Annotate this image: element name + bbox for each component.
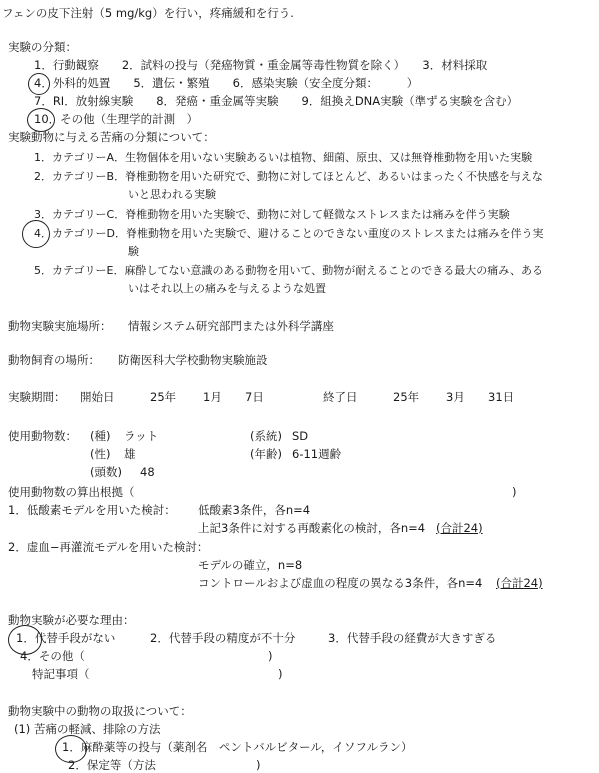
- animals-age-label: (年齢): [250, 447, 282, 461]
- reason-note-close: ): [278, 667, 283, 681]
- housing-value: 防衛医科大学校動物実験施設: [118, 353, 268, 367]
- period-start-day: 7日: [245, 390, 264, 404]
- animals-age: 6-11週齢: [292, 447, 342, 461]
- top-line: フェンの皮下注射（5 mg/kg）を行い，疼痛緩和を行う.: [2, 6, 294, 20]
- period-start-month: 1月: [203, 390, 222, 404]
- basis-item-2-a: モデルの確立，n=8: [198, 558, 303, 572]
- pain-category-e-cont: いはそれ以上の痛みを与えるような処置: [128, 282, 326, 295]
- basis-heading: 使用動物数の算出根拠（: [8, 485, 135, 499]
- classification-row-3: 7．RI．放射線実験 8．発癌・重金属等実験 9．組換えDNA実験（準ずる実験を含む）: [34, 94, 519, 108]
- reason-note: 特記事項（: [32, 667, 90, 681]
- basis-close: ): [512, 485, 517, 499]
- classification-heading: 実験の分類：: [8, 40, 77, 54]
- reason-option-3: 3．代替手段の経費が大きすぎる: [328, 631, 497, 645]
- handling-heading: 動物実験中の動物の取扱について：: [8, 704, 192, 718]
- period-end-day: 31日: [488, 390, 515, 404]
- animals-strain: SD: [292, 429, 309, 443]
- pain-category-d: 4．カテゴリーD．脊椎動物を用いた実験で、避けることのできない重度のストレスまたは痛みを伴う実: [34, 227, 544, 240]
- period-label: 実験期間：: [8, 390, 66, 404]
- basis-item-1-b: 上記3条件に対する再酸素化の検討，各n=4: [198, 521, 426, 535]
- handling-sub-1: (1) 苦痛の軽減、排除の方法: [14, 722, 161, 736]
- handling-option-2: 2．保定等（方法: [68, 758, 156, 772]
- reason-option-1: 1．代替手段がない: [16, 631, 116, 645]
- basis-item-1-a: 低酸素3条件，各n=4: [198, 503, 311, 517]
- animals-sex: 雄: [124, 447, 136, 461]
- pain-category-a: 1．カテゴリーA．生物個体を用いない実験あるいは植物、細菌、原虫、又は無脊椎動物を用いた実験: [34, 151, 533, 164]
- handling-option-2-close: ): [256, 758, 261, 772]
- classification-row-1: 1．行動観察 2．試料の投与（発癌物質・重金属等毒性物質を除く） 3．材料採取: [34, 58, 488, 72]
- housing-label: 動物飼育の場所：: [8, 353, 100, 367]
- pain-heading: 実験動物に与える苦痛の分類について：: [8, 130, 215, 144]
- animals-sex-label: (性): [90, 447, 111, 461]
- period-end-label: 終了日: [323, 390, 358, 404]
- animals-strain-label: (系統): [250, 429, 282, 443]
- basis-item-2-total: (合計24): [496, 576, 543, 590]
- place-label: 動物実験実施場所：: [8, 319, 112, 333]
- place-value: 情報システム研究部門または外科学講座: [128, 319, 334, 333]
- selected-circle-category-d: [22, 220, 50, 248]
- period-start-label: 開始日: [80, 390, 115, 404]
- handling-option-1: 1．麻酔薬等の投与（薬剤名 ペントバルビタール，イソフルラン）: [62, 740, 413, 754]
- classification-row-2: 4．外科的処置 5．遺伝・繁殖 6．感染実験（安全度分類： ）: [34, 76, 419, 90]
- reason-option-4-close: ): [268, 649, 273, 663]
- period-start-year: 25年: [150, 390, 177, 404]
- animals-count: 48: [140, 465, 155, 479]
- reason-option-2: 2．代替手段の精度が不十分: [150, 631, 296, 645]
- pain-category-e: 5．カテゴリーE．麻酔してない意識のある動物を用いて、動物が耐えることのできる最大の痛み、ある: [34, 264, 543, 277]
- animals-species-label: (種): [90, 429, 111, 443]
- selected-circle-outer-procedure: [28, 73, 50, 95]
- pain-category-b-cont: いと思われる実験: [128, 188, 216, 201]
- classification-row-4: 10．その他（生理学的計測 ）: [34, 112, 199, 126]
- selected-circle-other: [27, 108, 55, 132]
- basis-item-1-label: 1．低酸素モデルを用いた検討：: [8, 503, 176, 517]
- reason-heading: 動物実験が必要な理由：: [8, 613, 135, 627]
- period-end-month: 3月: [446, 390, 465, 404]
- period-end-year: 25年: [393, 390, 420, 404]
- basis-item-1-total: (合計24): [436, 521, 483, 535]
- pain-category-c: 3．カテゴリーC．脊椎動物を用いた実験で、動物に対して軽微なストレスまたは痛みを伴う実験: [34, 208, 510, 221]
- reason-option-4: 4．その他（: [20, 649, 85, 663]
- animals-species: ラット: [124, 429, 159, 443]
- animals-count-label: (頭数): [90, 465, 122, 479]
- basis-item-2-b: コントロールおよび虚血の程度の異なる3条件，各n=4: [198, 576, 483, 590]
- pain-category-d-cont: 験: [128, 245, 139, 258]
- pain-category-b: 2．カテゴリーB．脊椎動物を用いた研究で、動物に対してほとんど、あるいはまったく不快感を与えな: [34, 170, 543, 183]
- basis-item-2-label: 2．虚血−再灌流モデルを用いた検討：: [8, 540, 209, 554]
- animals-label: 使用動物数：: [8, 429, 77, 443]
